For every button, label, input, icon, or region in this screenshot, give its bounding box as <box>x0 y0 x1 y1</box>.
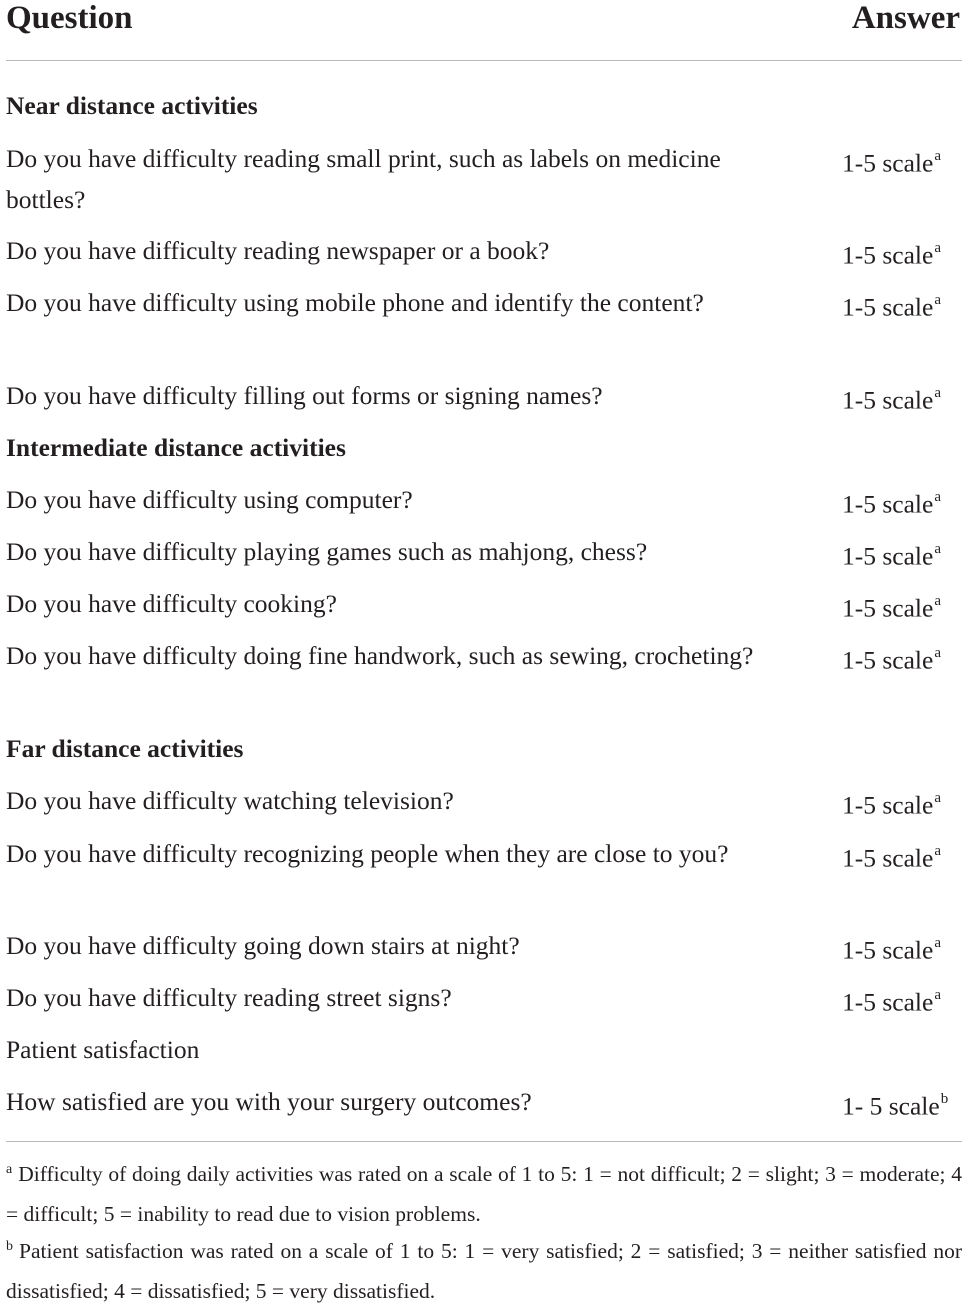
answer-scale: 1-5 scale$^a$ <box>842 645 942 675</box>
footnote-ref: a <box>934 843 942 859</box>
footnote-ref: a <box>934 935 942 951</box>
question-text: Do you have difficulty going down stairs at night? <box>6 931 520 960</box>
footnote-ref: a <box>934 489 942 505</box>
footer-divider <box>6 1141 962 1142</box>
answer-scale: 1-5 scale$^a$ <box>842 489 942 519</box>
footnote <box>6 1233 962 1310</box>
answer-scale: 1-5 scale$^a$ <box>842 935 942 965</box>
footnote-ref: b <box>940 1091 949 1107</box>
answer-scale: 1-5 scale$^a$ <box>842 240 942 270</box>
footnote-mark: a <box>6 1162 13 1177</box>
answer-scale: 1-5 scale$^a$ <box>842 292 942 322</box>
answer-scale: 1-5 scale$^a$ <box>842 987 942 1017</box>
footnote-text: Patient satisfaction was rated on a scale of 1 to 5: 1 = very satisfied; 2 = satisfied; 3 = neither satisfied nor dissatisfied; 4 = dissatisfied; 5 = very dissatisfied. <box>6 1239 962 1303</box>
answer-scale: 1-5 scale$^a$ <box>842 593 942 623</box>
question-column-header: Question <box>6 0 133 36</box>
question-text: Do you have difficulty recognizing people when they are close to you? <box>6 839 729 868</box>
answer-scale: 1- 5 scale$^b$ <box>842 1091 949 1121</box>
question-text: Do you have difficulty playing games such as mahjong, chess? <box>6 537 648 566</box>
footnote-ref: a <box>934 240 942 256</box>
answer-column-header: Answer <box>851 0 960 36</box>
question-text: Do you have difficulty using mobile phone and identify the content? <box>6 288 704 317</box>
footnote-ref: a <box>934 292 942 308</box>
question-text: Do you have difficulty using computer? <box>6 485 413 514</box>
footnote-mark: b <box>6 1239 13 1254</box>
question-text: Do you have difficulty filling out forms or signing names? <box>6 381 603 410</box>
footnote <box>6 1156 962 1233</box>
footnotes <box>6 1156 962 1310</box>
answer-scale: 1-5 scale$^a$ <box>842 843 942 873</box>
questionnaire-table: Question Answer Near distance activities Do you have difficulty reading small print, such as labels on medicine bottles? 1-5 scale$^a$ Do you have difficulty reading newspaper or a book? 1-5 scale$^a$ Do you have difficulty using mobile phone and identify the content? 1-5 scale$^a$ Do you have difficulty filling out forms or signing names? 1-5 scale$^a$ Intermediate distance activities Do you have difficulty using computer? 1-5 scale$^a$ Do you have difficulty playing games such as mahjong, chess? 1-5 scale$^a$ Do you have difficulty cooking? 1-5 scale$^a$ Do you have difficulty doing fine handwork, such as sewing, crocheting? 1-5 scale$^a$ Far distance activities Do you have difficulty watching television? 1-5 scale$^a$ Do you have difficulty recognizing people when they are close to you? 1-5 scale$^a$ Do you have difficulty going down stairs at night? 1-5 scale$^a$ Do you have difficulty reading street signs? 1-5 scale$^a$ Patient satisfaction How satisfied are you with your surgery outcomes? 1- 5 scale$^b$ $^a$ Difficulty of doing daily activities was rated on a scale of 1 to 5: 1 = not difficult; 2 = slight; 3 = moderate; 4 = difficult; 5 = inability to read due to vision problems. $^b$ Patient satisfaction was rated on a scale of 1 to 5: 1 = very satisfied; 2 = satisfied; 3 = neither satisfied nor dissatisfied; 4 = dissatisfied; 5 = very dissatisfied. <box>0 0 968 1307</box>
header-divider <box>6 60 962 61</box>
footnote-text: Difficulty of doing daily activities was rated on a scale of 1 to 5: 1 = not difficult; 2 = slight; 3 = moderate; 4 = difficult; 5 = inability to read due to vision problems. <box>6 1162 962 1226</box>
footnote-ref: a <box>934 790 942 806</box>
question-text: Do you have difficulty reading small print, such as labels on medicine bottles? <box>6 144 721 214</box>
footnote-ref: a <box>934 987 942 1003</box>
question-text: Do you have difficulty reading street signs? <box>6 983 452 1012</box>
question-text: Do you have difficulty cooking? <box>6 589 337 618</box>
footnote-ref: a <box>934 645 942 661</box>
footnote-ref: a <box>934 385 942 401</box>
footnote-ref: a <box>934 593 942 609</box>
answer-scale: 1-5 scale$^a$ <box>842 385 942 415</box>
question-text: Do you have difficulty watching television? <box>6 786 454 815</box>
answer-scale: 1-5 scale$^a$ <box>842 541 942 571</box>
footnote-ref: a <box>934 148 942 164</box>
answer-scale: 1-5 scale$^a$ <box>842 148 942 178</box>
question-text: Do you have difficulty doing fine handwork, such as sewing, crocheting? <box>6 641 754 670</box>
question-text: Do you have difficulty reading newspaper or a book? <box>6 236 550 265</box>
answer-scale: 1-5 scale$^a$ <box>842 790 942 820</box>
table-header <box>6 0 960 40</box>
question-text: How satisfied are you with your surgery outcomes? <box>6 1087 532 1116</box>
footnote-ref: a <box>934 541 942 557</box>
